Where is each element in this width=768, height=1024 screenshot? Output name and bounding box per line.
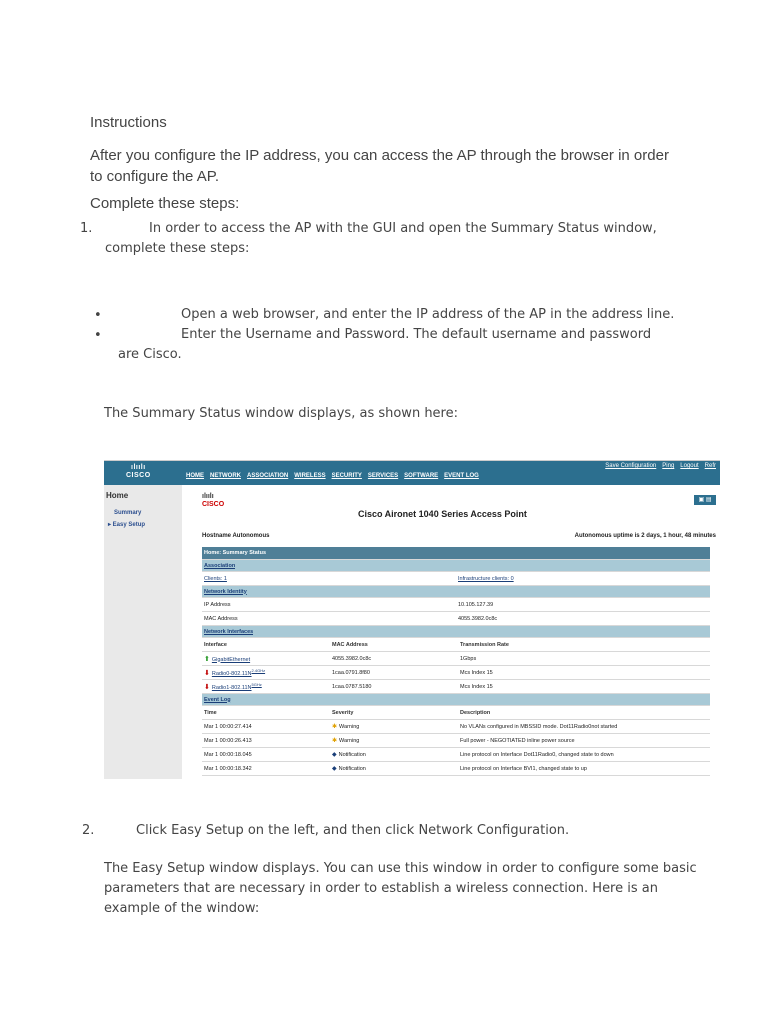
event-description: Full power - NEGOTIATED inline power source bbox=[460, 737, 575, 744]
nav-security[interactable]: SECURITY bbox=[331, 473, 362, 479]
table-row bbox=[202, 652, 710, 666]
section-network-identity bbox=[202, 586, 710, 598]
cisco-logo-red-text: CISCO bbox=[202, 501, 225, 508]
table-row bbox=[202, 612, 710, 626]
interface-rate: Mcs Index 15 bbox=[460, 683, 493, 690]
notification-icon: ◆ bbox=[332, 766, 337, 772]
nav-services[interactable]: SERVICES bbox=[367, 473, 399, 479]
table-row bbox=[202, 680, 710, 694]
sidebar-home[interactable]: Home bbox=[106, 491, 129, 500]
ping-link[interactable]: Ping bbox=[662, 463, 675, 469]
event-description: Line protocol on Interface Dot11Radio0, changed state to down bbox=[460, 751, 614, 758]
logout-link[interactable]: Logout bbox=[680, 463, 699, 469]
nav-home[interactable]: HOME bbox=[186, 473, 204, 479]
bullet-text-2: Enter the Username and Password. The default username and password bbox=[181, 327, 652, 342]
event-time: Mar 1 00:00:27.414 bbox=[204, 723, 252, 730]
sidebar-item-easy-setup[interactable]: ▸ Easy Setup bbox=[108, 522, 146, 528]
sidebar-item-summary[interactable]: Summary bbox=[114, 510, 142, 516]
summary-intro-text: The Summary Status window displays, as shown here: bbox=[104, 406, 458, 421]
paragraph-intro-line1: After you configure the IP address, you can access the AP through the browser in order bbox=[90, 147, 669, 164]
nav-event-log[interactable]: EVENT LOG bbox=[444, 473, 479, 479]
nav-software[interactable]: SOFTWARE bbox=[404, 473, 439, 479]
interface-link[interactable]: Radio0-802.11N bbox=[211, 670, 252, 677]
col-transmission-rate: Transmission Rate bbox=[460, 641, 509, 648]
nav-wireless[interactable]: WIRELESS bbox=[294, 473, 326, 479]
event-severity: Warning bbox=[339, 738, 360, 744]
col-time: Time bbox=[204, 709, 217, 716]
bullet-marker-2: • bbox=[94, 328, 102, 343]
mac-address-label: MAC Address bbox=[204, 615, 238, 622]
cisco-logo bbox=[126, 464, 151, 480]
bullet-marker-1: • bbox=[94, 308, 102, 323]
interface-mac: 4055.3982.0c8c bbox=[332, 655, 372, 662]
interface-rate: Mcs Index 15 bbox=[460, 669, 493, 676]
easy-setup-line2: parameters that are necessary in order to establish a wireless connection. Here is an bbox=[104, 881, 658, 896]
event-time: Mar 1 00:00:18.045 bbox=[204, 751, 252, 758]
interface-mac: 1caa.0791.8f80 bbox=[332, 669, 370, 676]
nav-association[interactable]: ASSOCIATION bbox=[247, 473, 289, 479]
top-links bbox=[605, 463, 716, 469]
section-network-identity-label[interactable]: Network Identity bbox=[204, 588, 247, 595]
summary-status-screenshot bbox=[104, 460, 720, 779]
event-time: Mar 1 00:00:18.342 bbox=[204, 765, 252, 772]
paragraph-intro-line2: to configure the AP. bbox=[90, 168, 219, 185]
event-severity: Warning bbox=[339, 724, 360, 730]
section-association-label[interactable]: Association bbox=[204, 562, 236, 569]
uptime: Autonomous uptime is 2 days, 1 hour, 48 minutes bbox=[574, 533, 716, 539]
interface-mac: 1caa.0787.5180 bbox=[332, 683, 372, 690]
warning-icon: ✱ bbox=[332, 738, 338, 744]
clients-link[interactable]: Clients: 1 bbox=[204, 575, 227, 582]
table-title bbox=[202, 547, 710, 560]
table-row bbox=[202, 762, 710, 776]
complete-steps-text: Complete these steps: bbox=[90, 195, 240, 212]
ip-address-label: IP Address bbox=[204, 601, 231, 608]
main-content bbox=[196, 485, 720, 779]
bullet-text-2-cont: are Cisco. bbox=[118, 347, 182, 362]
col-severity: Severity bbox=[332, 709, 354, 716]
step-2-number: 2. bbox=[82, 823, 95, 838]
notification-icon: ◆ bbox=[332, 752, 337, 758]
cisco-logo-text: CISCO bbox=[126, 472, 151, 479]
table-row bbox=[202, 734, 710, 748]
event-description: No VLANs configured in MBSSID mode. Dot11Radio0not started bbox=[460, 723, 618, 730]
status-down-icon: ⬇ bbox=[204, 683, 210, 691]
col-description: Description bbox=[460, 709, 491, 716]
cisco-logo-red-bars: ılıılı bbox=[202, 493, 214, 500]
section-network-interfaces-label[interactable]: Network Interfaces bbox=[204, 628, 254, 635]
refresh-link[interactable]: Refr bbox=[704, 463, 716, 469]
col-mac-address: MAC Address bbox=[332, 641, 368, 648]
status-up-icon: ⬆ bbox=[204, 655, 210, 663]
easy-setup-line3: example of the window: bbox=[104, 901, 260, 916]
settings-icon[interactable]: ▣ ▤ bbox=[694, 495, 716, 505]
bullet-text-1: Open a web browser, and enter the IP address of the AP in the address line. bbox=[181, 307, 675, 322]
step-1-line2: complete these steps: bbox=[105, 241, 250, 256]
interfaces-header-row bbox=[202, 638, 710, 652]
infrastructure-clients-link[interactable]: Infrastructure clients: 0 bbox=[458, 575, 514, 582]
event-time: Mar 1 00:00:26.413 bbox=[204, 737, 252, 744]
table-row bbox=[202, 572, 710, 586]
interface-band: 5GHz bbox=[251, 682, 262, 688]
event-description: Line protocol on Interface BVI1, changed state to up bbox=[460, 765, 587, 772]
step-2-text: Click Easy Setup on the left, and then click Network Configuration. bbox=[136, 823, 570, 838]
cisco-logo-bars: ılıılı bbox=[131, 464, 146, 471]
section-association bbox=[202, 560, 710, 572]
save-configuration-link[interactable]: Save Configuration bbox=[605, 463, 657, 469]
easy-setup-paragraph bbox=[104, 859, 697, 919]
event-severity: Notification bbox=[338, 752, 366, 758]
table-title-text: Home: Summary Status bbox=[204, 550, 267, 556]
ap-title: Cisco Aironet 1040 Series Access Point bbox=[358, 509, 527, 519]
main-nav bbox=[186, 473, 479, 485]
step-1-number: 1. bbox=[80, 221, 93, 236]
table-row bbox=[202, 598, 710, 612]
sidebar bbox=[104, 485, 182, 779]
status-down-icon: ⬇ bbox=[204, 669, 210, 677]
table-row bbox=[202, 748, 710, 762]
warning-icon: ✱ bbox=[332, 724, 338, 730]
summary-status-table bbox=[202, 547, 710, 776]
event-severity: Notification bbox=[338, 766, 366, 772]
section-event-log bbox=[202, 694, 710, 706]
table-row bbox=[202, 720, 710, 734]
col-interface: Interface bbox=[204, 641, 227, 648]
mac-address-value: 4055.3982.0c8c bbox=[458, 615, 498, 622]
nav-network[interactable]: NETWORK bbox=[210, 473, 241, 479]
paragraph-intro bbox=[90, 145, 669, 187]
heading-instructions: Instructions bbox=[90, 114, 167, 131]
hostname: Hostname Autonomous bbox=[202, 533, 270, 539]
table-row bbox=[202, 666, 710, 680]
step-1-line1: In order to access the AP with the GUI and open the Summary Status window, bbox=[149, 221, 657, 236]
event-log-header-row bbox=[202, 706, 710, 720]
ip-address-value: 10.105.127.39 bbox=[458, 601, 494, 608]
interface-rate: 1Gbps bbox=[460, 655, 477, 662]
easy-setup-line1: The Easy Setup window displays. You can use this window in order to configure some basic bbox=[104, 861, 697, 876]
cisco-logo-red bbox=[202, 493, 224, 509]
interface-link[interactable]: GigabitEthernet bbox=[211, 656, 251, 663]
section-network-interfaces bbox=[202, 626, 710, 638]
interface-link[interactable]: Radio1-802.11N bbox=[211, 684, 252, 691]
cisco-top-bar bbox=[104, 461, 720, 485]
section-event-log-label[interactable]: Event Log bbox=[204, 696, 231, 703]
interface-band: 2.4GHz bbox=[251, 668, 266, 674]
